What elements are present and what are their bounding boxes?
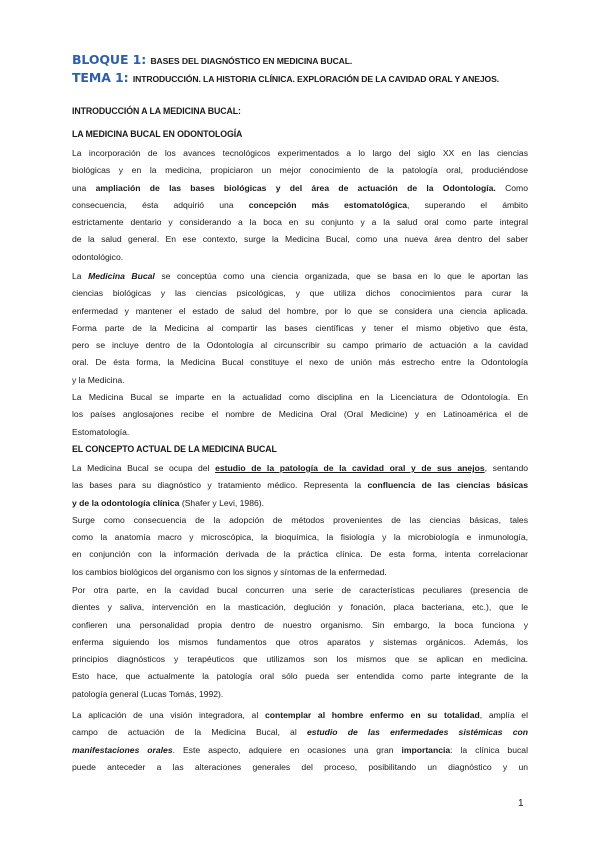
text-line	[72, 180, 528, 197]
text-line: Estomatología.	[72, 426, 130, 437]
tema-title: INTRODUCCIÓN. LA HISTORIA CLÍNICA. EXPLORACIÓN DE LA CAVIDAD ORAL Y ANEJOS.	[132, 74, 500, 84]
text-segment: Medicina Bucal	[88, 271, 155, 281]
text-line: La incorporación de los avances tecnológicos experimentados a lo largo del siglo XX en las ciencias	[72, 148, 528, 158]
text-line	[72, 460, 528, 477]
text-line: en conjunción con la información derivada de la práctica clínica. De esta forma, intenta correlacionar	[72, 549, 528, 560]
text-segment: La Medicina Bucal se ocupa del	[72, 463, 216, 473]
text-segment: . Este aspecto, adquiere en ocasiones una gran	[172, 744, 402, 755]
text-line: enfermedad y mantener el estado de salud del hombre, por lo que se considera una ciencia aplicada.	[72, 305, 528, 316]
text-line	[72, 724, 528, 741]
text-segment: , superando el ámbito	[407, 199, 528, 210]
text-line: pero se incluye dentro de la Odontología al circunscribir su campo primario de actuación a la cavidad	[72, 340, 528, 351]
text-line: como la anatomía macro y microscópica, la bioquímica, la fisiología y la microbiología e inmunología,	[72, 532, 528, 543]
text-segment: manifestaciones orales	[72, 744, 173, 755]
text-segment: La	[72, 271, 89, 281]
text-segment: una	[72, 182, 96, 193]
text-segment: (Shafer y Levi, 1986).	[179, 497, 265, 508]
text-segment: concepción más estomatológica	[248, 199, 408, 210]
section2-heading: EL CONCEPTO ACTUAL DE LA MEDICINA BUCAL	[72, 444, 277, 454]
tema-label: TEMA 1:	[72, 70, 129, 85]
text-segment: y de la odontología clínica	[72, 497, 180, 508]
text-line: enferma siguiendo los mismos fundamentos que otros aparatos y sistemas orgánicos. Además, los	[72, 636, 528, 647]
text-line: puede anteceder a las alteraciones generales del proceso, posibilitando un diagnóstico y un	[72, 761, 528, 772]
text-line	[72, 268, 528, 285]
text-line: principios diagnósticos y terapéuticos que utilizamos son los mismos que se aplican en medicina.	[72, 654, 528, 665]
text-line: Forma parte de la Medicina al compartir las bases científicas y tener el mismo objetivo que ésta,	[72, 322, 528, 333]
text-line	[72, 197, 528, 214]
intro-heading: INTRODUCCIÓN A LA MEDICINA BUCAL:	[72, 106, 241, 116]
text-segment: Como	[495, 182, 528, 193]
text-line: los cambios biológicos del organismo con los signos y síntomas de la enfermedad.	[72, 566, 387, 577]
text-segment: estudio de la patología de la cavidad oral y de sus anejos	[215, 463, 485, 473]
text-line: y la Medicina.	[72, 374, 125, 385]
text-line: ciencias biológicas y las ciencias psicológicas, y que utiliza dichos conocimientos para curar la	[72, 288, 528, 299]
section2-paragraph-3	[72, 707, 528, 776]
section1-paragraph-2	[72, 268, 528, 441]
text-line	[72, 495, 528, 512]
section2-paragraph-2	[72, 582, 528, 703]
text-line: los países anglosajones recibe el nombre de Medicina Oral (Oral Medicine) y en Latinoamérica el de	[72, 409, 528, 420]
text-segment: estudio de las enfermedades sistémicas con	[306, 727, 528, 738]
text-line: odontológico.	[72, 251, 124, 262]
text-line: dientes y saliva, intervención en la masticación, deglución y fonación, placa bacteriana, etc.), que le	[72, 602, 528, 613]
text-line: confieren una personalidad propia dentro de nuestro organismo. Sin embargo, la boca funciona y	[72, 619, 528, 630]
text-line: La Medicina Bucal se imparte en la actualidad como disciplina en la Licenciatura de Odontología. En	[72, 392, 528, 403]
text-line: Esto hace, que actualmente la patología oral sólo pueda ser entendida como parte integrante de la	[72, 671, 528, 682]
bloque-title: BASES DEL DIAGNÓSTICO EN MEDICINA BUCAL.	[150, 56, 353, 66]
section2-paragraph-1	[72, 460, 528, 581]
text-segment: consecuencia, ésta adquirió una	[72, 199, 249, 210]
text-line	[72, 477, 528, 494]
text-line: Por otra parte, en la cavidad bucal concurren una serie de características peculiares (presencia de	[72, 585, 528, 595]
text-line: Surge como consecuencia de la adopción de métodos provenientes de las ciencias básicas, tales	[72, 514, 528, 525]
text-segment: : la clínica bucal	[450, 744, 528, 755]
text-segment: ampliación de las bases biológicas y del área de actuación de la Odontología.	[95, 182, 496, 193]
bloque-header	[72, 52, 352, 67]
tema-header	[72, 70, 499, 85]
text-segment: La aplicación de una visión integradora, al	[72, 710, 265, 720]
text-line	[72, 707, 528, 724]
text-line	[72, 742, 528, 759]
text-segment: , sentando	[484, 463, 528, 473]
text-line: estrictamente dentario y considerando a la boca en su conjunto y a la salud oral como parte integral	[72, 217, 528, 228]
text-segment: confluencia de las ciencias básicas	[367, 480, 528, 491]
text-segment: campo de actuación de la Medicina Bucal, al	[72, 727, 307, 738]
text-line: patología general (Lucas Tomás, 1992).	[72, 688, 224, 699]
text-segment: importancia	[401, 744, 451, 755]
text-segment: contemplar al hombre enfermo en su totalidad	[264, 710, 480, 720]
text-segment: se conceptúa como una ciencia organizada, que se basa en lo que le aportan las	[154, 271, 528, 281]
page-number: 1	[518, 798, 524, 809]
text-segment: las bases para su diagnóstico y tratamiento médico. Representa la	[72, 480, 368, 491]
text-line: biológicas y en la medicina, propiciaron un mejor conocimiento de la patología oral, produciéndose	[72, 165, 528, 176]
section1-paragraph-1	[72, 145, 528, 266]
section1-heading: LA MEDICINA BUCAL EN ODONTOLOGÍA	[72, 129, 243, 139]
bloque-label: BLOQUE 1:	[72, 52, 147, 67]
text-line: oral. De ésta forma, la Medicina Bucal constituye el nexo de unión más estrecho entre la Odontología	[72, 357, 528, 368]
text-line: de la salud general. En ese contexto, surge la Medicina Bucal, como una nueva área dentro del saber	[72, 234, 528, 245]
text-segment: , amplía el	[479, 710, 528, 720]
